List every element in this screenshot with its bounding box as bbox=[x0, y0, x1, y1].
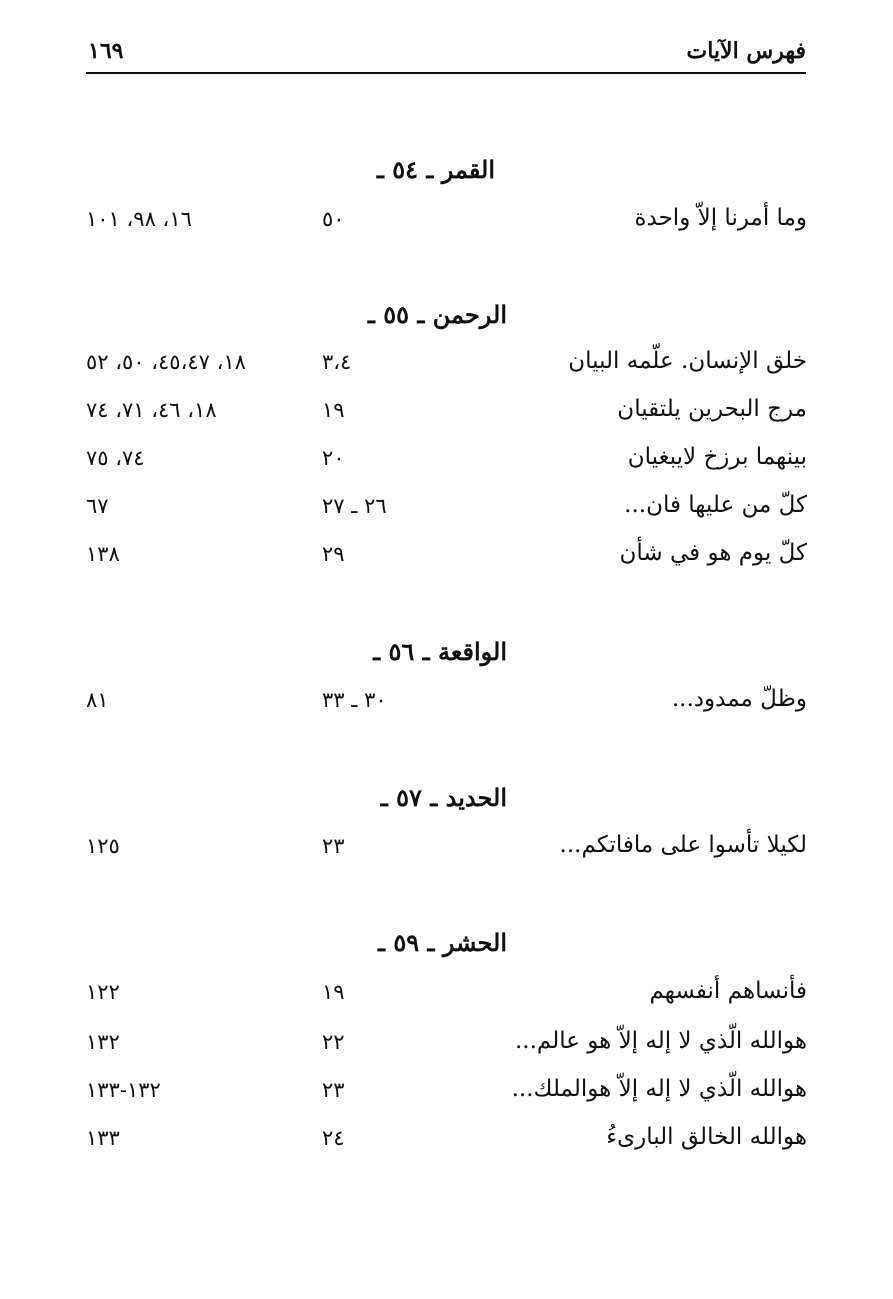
index-row bbox=[0, 540, 893, 588]
section-title-hashr: الحشر ـ ٥٩ ـ bbox=[377, 928, 507, 957]
ayah-number: ٢٠ bbox=[322, 446, 345, 470]
index-row bbox=[0, 1124, 893, 1172]
index-row bbox=[0, 978, 893, 1026]
index-row bbox=[0, 1028, 893, 1076]
page-references: ٨١ bbox=[86, 688, 109, 712]
ayah-number: ٣،٤ bbox=[322, 350, 352, 374]
verse-text: وظلّ ممدود... bbox=[671, 686, 807, 712]
verse-text: بينهما برزخ لايبغيان bbox=[627, 444, 807, 470]
page-references: ١٣٨ bbox=[86, 542, 120, 566]
verse-text: وما أمرنا إلاّ واحدة bbox=[634, 205, 807, 231]
verse-text: هوالله الّذي لا إله إلاّ هو عالم... bbox=[514, 1028, 807, 1054]
index-row bbox=[0, 348, 893, 396]
ayah-number: ١٩ bbox=[322, 398, 345, 422]
page-header bbox=[86, 30, 806, 74]
page-references: ٦٧ bbox=[86, 494, 109, 518]
section-title-rahman: الرحمن ـ ٥٥ ـ bbox=[367, 300, 507, 329]
page-references: ١٢٢ bbox=[86, 980, 120, 1004]
section-title-waqiah: الواقعة ـ ٥٦ ـ bbox=[373, 637, 507, 666]
page-references: ١٣٣ bbox=[86, 1126, 120, 1150]
verse-text: فأنساهم أنفسهم bbox=[649, 978, 807, 1004]
section-title-hadid: الحديد ـ ٥٧ ـ bbox=[380, 783, 507, 812]
verse-text: لكيلا تأسوا على مافاتكم... bbox=[559, 832, 807, 858]
page-number: ١٦٩ bbox=[88, 38, 124, 64]
page-title: فهرس الآيات bbox=[686, 38, 806, 64]
verse-text: خلق الإنسان. علّمه البيان bbox=[568, 348, 807, 374]
verse-text: هوالله الّذي لا إله إلاّ هوالملك... bbox=[511, 1076, 807, 1102]
page-references: ١٣٢ bbox=[86, 1030, 120, 1054]
page-references: ١٦، ٩٨، ١٠١ bbox=[86, 207, 192, 231]
ayah-number: ٢٩ bbox=[322, 542, 345, 566]
index-row bbox=[0, 686, 893, 734]
index-row bbox=[0, 1076, 893, 1124]
page-references: ١٨، ٤٥،٤٧، ٥٠، ٥٢ bbox=[86, 350, 246, 374]
ayah-number: ٢٤ bbox=[322, 1126, 345, 1150]
verse-text: مرج البحرين يلتقيان bbox=[617, 396, 807, 422]
index-row bbox=[0, 205, 893, 253]
index-row bbox=[0, 492, 893, 540]
section-title-qamar: القمر ـ ٥٤ ـ bbox=[376, 155, 495, 184]
ayah-number: ٢٣ bbox=[322, 834, 345, 858]
page-references: ١٣٢-١٣٣ bbox=[86, 1078, 161, 1102]
page-references: ١٨، ٤٦، ٧١، ٧٤ bbox=[86, 398, 217, 422]
page-references: ٧٤، ٧٥ bbox=[86, 446, 145, 470]
ayah-number: ٥٠ bbox=[322, 207, 345, 231]
index-row bbox=[0, 444, 893, 492]
ayah-number: ١٩ bbox=[322, 980, 345, 1004]
index-row bbox=[0, 832, 893, 880]
page-references: ١٢٥ bbox=[86, 834, 120, 858]
verse-text: كلّ من عليها فان... bbox=[624, 492, 807, 518]
verse-text: هوالله الخالق البارىءُ bbox=[606, 1124, 807, 1150]
verse-text: كلّ يوم هو في شأن bbox=[619, 540, 807, 566]
ayah-number: ٢٢ bbox=[322, 1030, 345, 1054]
ayah-number: ٣٠ ـ ٣٣ bbox=[322, 688, 387, 712]
ayah-number: ٢٦ ـ ٢٧ bbox=[322, 494, 387, 518]
index-row bbox=[0, 396, 893, 444]
ayah-number: ٢٣ bbox=[322, 1078, 345, 1102]
